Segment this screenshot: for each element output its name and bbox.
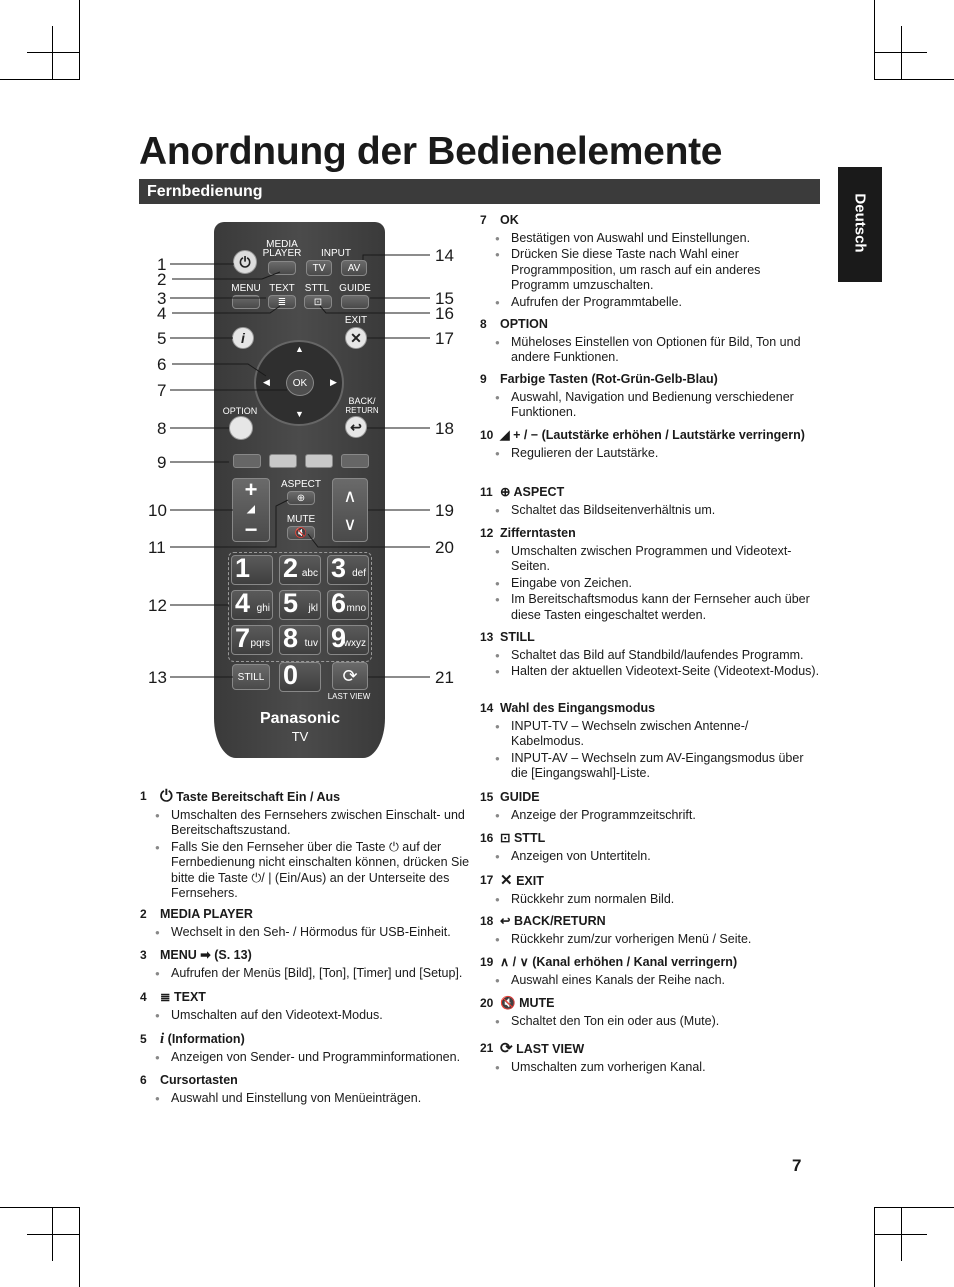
number-key-digit: 8 (283, 623, 299, 653)
item-heading (480, 873, 820, 890)
crop-mark (901, 1207, 902, 1261)
number-key-letters: jkl (308, 603, 318, 614)
color-key-blue (341, 454, 369, 468)
number-key-letters: def (352, 568, 366, 579)
item-bullet: ● Bestätigen von Auswahl und Einstellungen. (480, 231, 820, 247)
aspect-icon: ⊕ (287, 491, 315, 505)
item-11 (480, 485, 820, 519)
item-number: 20 (480, 996, 494, 1010)
number-key-digit: 9 (331, 623, 347, 653)
callout-left-1: 1 (157, 255, 167, 274)
item-heading: OPTION (500, 317, 548, 331)
arrow-up-icon: ▲ (295, 344, 304, 354)
item-number: 15 (480, 790, 494, 804)
last-view-icon: ⟳ (500, 1040, 513, 1057)
item-20 (480, 996, 820, 1030)
color-key-yellow (305, 454, 333, 468)
callout-right-19: 19 (435, 501, 454, 520)
item-number: 18 (480, 914, 494, 928)
option-button (229, 416, 253, 440)
power-icon: ⏻ (233, 250, 257, 274)
callout-left-2: 2 (157, 270, 167, 289)
item-number: 13 (480, 630, 494, 644)
item-heading (480, 996, 820, 1012)
item-12 (480, 526, 820, 624)
item-bullet: ● Schaltet das Bild auf Standbild/laufendes Programm. (480, 648, 820, 664)
volume-icon: ◢ (247, 504, 255, 515)
callout-left-13: 13 (148, 668, 167, 687)
item-heading-text: STTL (513, 831, 546, 845)
item-number: 21 (480, 1041, 494, 1055)
crop-mark (874, 79, 954, 80)
callout-left-9: 9 (157, 453, 167, 472)
callout-left-12: 12 (148, 596, 167, 615)
number-key-digit: 5 (283, 588, 299, 618)
item-bullet: ● INPUT-TV – Wechseln zwischen Antenne-/ Kabelmodus. (480, 719, 820, 750)
info-icon: i (160, 1031, 165, 1047)
callout-left-4: 4 (157, 304, 167, 323)
sttl-icon: ⊡ (500, 831, 511, 845)
item-16 (480, 831, 820, 865)
item-bullet: ● Halten der aktuellen Videotext-Seite (Videotext-Modus). (480, 664, 820, 680)
item-6 (140, 1073, 475, 1107)
item-bullet: ● Schaltet das Bildseitenverhältnis um. (480, 503, 820, 519)
item-heading (480, 914, 820, 930)
crop-mark (52, 26, 53, 80)
item-bullet: ● Umschalten des Fernsehers zwischen Einschalt- und Bereitschaftszustand. (140, 808, 475, 839)
callout-left-3: 3 (157, 289, 167, 308)
number-key-0 (279, 662, 321, 692)
arrow-down-icon: ▼ (295, 409, 304, 419)
last-view-label: LAST VIEW (327, 692, 371, 701)
item-heading: OK (500, 213, 519, 227)
callout-left-10: 10 (148, 501, 167, 520)
item-number: 3 (140, 948, 147, 962)
item-17 (480, 873, 820, 908)
number-key-2 (279, 555, 321, 585)
item-number: 12 (480, 526, 494, 540)
item-bullet: ● Auswahl und Einstellung von Menüeinträgen. (140, 1091, 475, 1107)
item-bullet: ● Schaltet den Ton ein oder aus (Mute). (480, 1014, 820, 1030)
item-number: 2 (140, 907, 147, 921)
item-bullet: ● Rückkehr zum/zur vorherigen Menü / Seite. (480, 932, 820, 948)
callout-left-7: 7 (157, 381, 167, 400)
item-2 (140, 907, 475, 941)
item-heading-text: BACK/RETURN (513, 914, 606, 928)
item-heading-text: ASPECT (513, 485, 565, 499)
item-bullet: ● Anzeige der Programmzeitschrift. (480, 808, 820, 824)
callout-right-17: 17 (435, 329, 454, 348)
item-heading: MENU ➡ (S. 13) (160, 948, 252, 962)
item-bullet: ● Aufrufen der Menüs [Bild], [Ton], [Timer] und [Setup]. (140, 966, 475, 982)
item-heading (480, 485, 820, 501)
arrow-right-icon: ▶ (330, 377, 337, 387)
ok-button: OK (286, 370, 314, 396)
item-bullet: ● Anzeigen von Sender- und Programminformationen. (140, 1050, 475, 1066)
media-player-label: MEDIA PLAYER (262, 239, 302, 259)
text-label: TEXT (269, 283, 295, 294)
option-label: OPTION (222, 406, 258, 416)
crop-mark (874, 1207, 954, 1208)
item-number: 17 (480, 873, 494, 887)
callout-right-15: 15 (435, 289, 454, 308)
mute-label: MUTE (286, 514, 316, 525)
number-key-letters: pqrs (250, 638, 270, 649)
item-heading-text: TEXT (173, 990, 206, 1004)
channel-down-icon: ∨ (343, 514, 357, 534)
language-tab-label: Deutsch (851, 193, 869, 253)
callout-left-6: 6 (157, 355, 167, 374)
crop-mark (27, 1234, 80, 1235)
power-icon: ⏻ (160, 788, 173, 805)
item-10 (480, 428, 820, 462)
number-key-letters: abc (301, 568, 318, 579)
item-heading (140, 990, 475, 1006)
item-number: 4 (140, 990, 147, 1004)
item-heading-text: (Information) (167, 1032, 245, 1046)
item-bullet: ● INPUT-AV – Wechseln zum AV-Eingangsmodus über die [Eingangswahl]-Liste. (480, 751, 820, 782)
page-title: Anordnung der Bedienelemente (139, 130, 723, 173)
crop-mark (901, 26, 902, 80)
item-number: 14 (480, 701, 494, 715)
menu-button (232, 295, 260, 309)
back-return-icon: ↩ (500, 914, 511, 928)
text-icon: ≣ (160, 990, 171, 1004)
info-icon: i (232, 327, 254, 349)
item-heading-text: (Lautstärke erhöhen / Lautstärke verringern) (541, 428, 805, 442)
item-bullet: ● Drücken Sie diese Taste nach Wahl einer Programmposition, um rasch auf ein anderes Programm umzuschalten. (480, 247, 820, 294)
mute-icon: 🔇 (287, 526, 315, 540)
crop-mark (0, 79, 80, 80)
volume-rocker (232, 478, 270, 542)
back-label: BACK/ (348, 396, 376, 406)
input-tv-button: TV (306, 260, 332, 276)
callout-left-5: 5 (157, 329, 167, 348)
item-number: 8 (480, 317, 487, 331)
page-number: 7 (792, 1156, 802, 1175)
item-number: 19 (480, 955, 494, 969)
number-key-digit: 3 (331, 553, 347, 583)
item-heading (480, 428, 820, 444)
return-label: RETURN (345, 406, 379, 415)
number-key-4 (231, 590, 273, 620)
exit-label: EXIT (344, 315, 368, 326)
number-key-digit: 2 (283, 553, 299, 583)
sttl-button: ⊡ (304, 295, 332, 309)
item-13 (480, 630, 820, 681)
channel-up-icon: ∧ (343, 486, 357, 506)
item-8 (480, 317, 820, 367)
input-label: INPUT (321, 248, 351, 259)
number-key-digit: 6 (331, 588, 347, 618)
section-header: Fernbedienung (139, 179, 820, 204)
item-heading: Cursortasten (160, 1073, 238, 1087)
item-bullet: ● Umschalten auf den Videotext-Modus. (140, 1008, 475, 1024)
number-key-letters: wxyz (343, 638, 366, 649)
color-key-green (269, 454, 297, 468)
item-heading: GUIDE (500, 790, 540, 804)
number-key-1 (231, 555, 273, 585)
crop-mark (874, 0, 875, 80)
item-21 (480, 1041, 820, 1076)
aspect-label: ASPECT (280, 479, 322, 490)
item-heading (480, 1041, 820, 1058)
exit-icon: ✕ (500, 872, 513, 889)
callout-right-14: 14 (435, 246, 454, 265)
item-number: 16 (480, 831, 494, 845)
number-key-6 (327, 590, 369, 620)
number-key-9 (327, 625, 369, 655)
item-heading: Wahl des Eingangsmodus (500, 701, 656, 715)
item-heading-text: MUTE (519, 996, 555, 1010)
crop-mark (874, 1207, 875, 1287)
item-heading-text: LAST VIEW (516, 1042, 585, 1056)
number-key-letters: mno (346, 603, 366, 614)
item-bullet: ● Müheloses Einstellen von Optionen für Bild, Ton und andere Funktionen. (480, 335, 820, 366)
item-bullet: ● Umschalten zum vorherigen Kanal. (480, 1060, 820, 1076)
back-return-icon: ↩ (345, 416, 367, 438)
item-heading (480, 831, 820, 847)
number-key-digit: 0 (283, 660, 299, 690)
callout-right-18: 18 (435, 419, 454, 438)
item-number: 7 (480, 213, 487, 227)
menu-label: MENU (231, 283, 261, 294)
media-player-button (268, 261, 296, 275)
volume-down-icon: − (244, 517, 258, 542)
callout-left-11: 11 (148, 538, 166, 557)
item-heading: Zifferntasten (500, 526, 576, 540)
number-key-5 (279, 590, 321, 620)
item-19 (480, 955, 820, 989)
number-key-letters: ghi (256, 603, 270, 614)
text-button: ≣ (268, 295, 296, 309)
crop-mark (27, 52, 80, 53)
item-3 (140, 948, 475, 982)
brand-sub: TV (291, 729, 309, 744)
sttl-label: STTL (304, 283, 330, 294)
item-7 (480, 213, 820, 311)
item-bullet: ● Wechselt in den Seh- / Hörmodus für USB-Einheit. (140, 925, 475, 941)
item-number: 1 (140, 789, 147, 803)
item-bullet: ● Rückkehr zum normalen Bild. (480, 892, 820, 908)
crop-mark (79, 1207, 80, 1287)
number-key-7 (231, 625, 273, 655)
item-heading-text: Taste Bereitschaft Ein / Aus (176, 790, 341, 804)
item-15 (480, 790, 820, 824)
mute-icon: 🔇 (500, 996, 516, 1010)
item-bullet: ● Falls Sie den Fernseher über die Taste ⏻ auf der Fernbedienung nicht einschalten können, drücken Sie bitte die Taste ⏻/ | (Ein/Aus) an der Unterseite des Fernsehers. (140, 840, 475, 902)
item-bullet: ● Eingabe von Zeichen. (480, 576, 820, 592)
item-bullet: ● Auswahl eines Kanals der Reihe nach. (480, 973, 820, 989)
item-heading-text: EXIT (516, 874, 544, 888)
callout-left-8: 8 (157, 419, 167, 438)
item-bullet: ● Auswahl, Navigation und Bedienung verschiedener Funktionen. (480, 390, 820, 421)
guide-label: GUIDE (339, 283, 371, 294)
number-key-8 (279, 625, 321, 655)
item-bullet: ● Aufrufen der Programmtabelle. (480, 295, 820, 311)
item-bullet: ● Anzeigen von Untertiteln. (480, 849, 820, 865)
crop-mark (79, 0, 80, 80)
item-heading (140, 789, 475, 806)
language-tab (838, 167, 882, 282)
item-number: 6 (140, 1073, 147, 1087)
item-heading: Farbige Tasten (Rot-Grün-Gelb-Blau) (500, 372, 718, 386)
channel-rocker (332, 478, 368, 542)
item-bullet: ● Regulieren der Lautstärke. (480, 446, 820, 462)
arrow-left-icon: ◀ (263, 377, 270, 387)
number-key-letters: tuv (304, 638, 318, 649)
item-number: 5 (140, 1032, 147, 1046)
crop-mark (52, 1207, 53, 1261)
number-key-digit: 4 (235, 588, 251, 618)
item-heading: STILL (500, 630, 535, 644)
callout-right-20: 20 (435, 538, 454, 557)
still-button: STILL (232, 664, 270, 690)
item-heading-text: (Kanal erhöhen / Kanal verringern) (532, 955, 738, 969)
channel-up-down-icon: ∧ / ∨ (500, 955, 529, 969)
item-4 (140, 990, 475, 1024)
item-heading (140, 1032, 475, 1048)
brand-logo: Panasonic (259, 710, 341, 727)
number-key-digit: 1 (235, 553, 251, 583)
item-heading (480, 955, 820, 971)
volume-icon: ◢ + / − (500, 428, 539, 442)
input-av-button: AV (341, 260, 367, 276)
last-view-icon: ⟳ (332, 662, 368, 690)
item-bullet: ● Im Bereitschaftsmodus kann der Fernseher auch über diese Tasten eingeschaltet werden. (480, 592, 820, 623)
number-key-3 (327, 555, 369, 585)
item-5 (140, 1032, 475, 1066)
volume-up-icon: + (244, 477, 258, 502)
guide-button (341, 295, 369, 309)
number-key-digit: 7 (235, 623, 251, 653)
item-number: 9 (480, 372, 487, 386)
callout-right-21: 21 (435, 668, 454, 687)
item-1 (140, 789, 475, 903)
item-9 (480, 372, 820, 422)
color-key-red (233, 454, 261, 468)
exit-icon: ✕ (345, 327, 367, 349)
item-number: 11 (480, 485, 493, 499)
item-bullet: ● Umschalten zwischen Programmen und Videotext-Seiten. (480, 544, 820, 575)
item-heading: MEDIA PLAYER (160, 907, 253, 921)
item-14 (480, 701, 820, 783)
crop-mark (0, 1207, 80, 1208)
item-18 (480, 914, 820, 948)
item-number: 10 (480, 428, 494, 442)
callout-right-16: 16 (435, 304, 454, 323)
aspect-icon: ⊕ (500, 485, 511, 499)
